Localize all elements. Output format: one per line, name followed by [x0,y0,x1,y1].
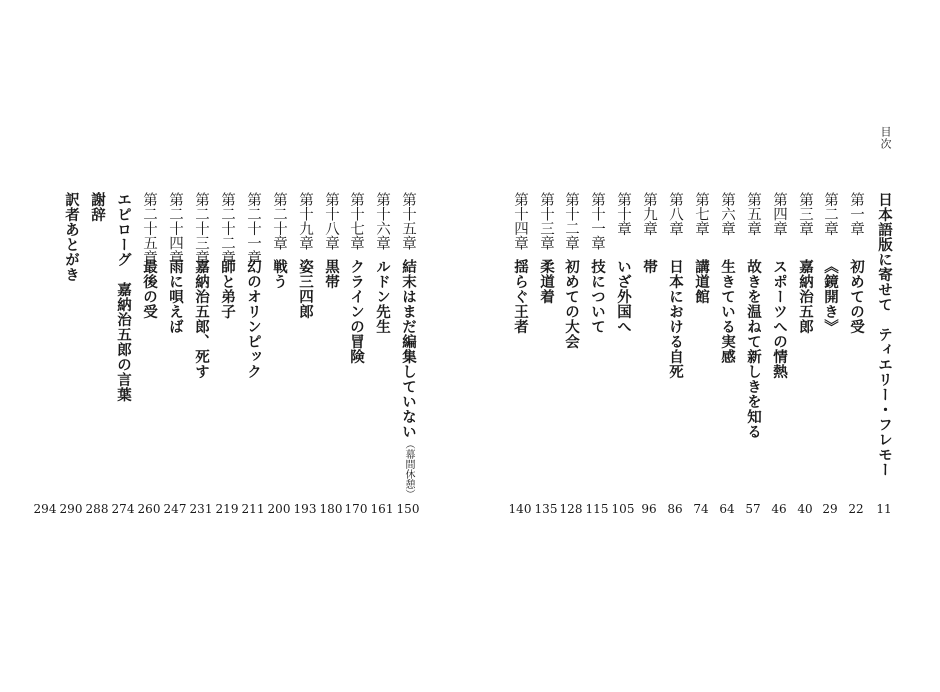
chapter-title [112,192,134,402]
extra-page-entry [34,192,56,522]
chapter-title [345,259,367,364]
chapter-title-text: 揺らぐ王者 [512,259,529,334]
toc-entry[interactable] [242,192,264,522]
page-number: 290 [59,502,83,516]
toc-entry[interactable] [638,192,660,522]
chapter-number: 第二十四章 [167,192,183,265]
page-number: 150 [396,502,420,516]
toc-entry[interactable] [535,192,557,522]
chapter-title [509,259,531,334]
page-number: 29 [822,502,838,516]
toc-entry[interactable] [560,192,582,522]
chapter-number: 第十三章 [538,192,554,250]
chapter-number: 第四章 [771,192,787,236]
chapter-title [268,259,290,289]
chapter-number: 第十六章 [374,192,390,250]
chapter-number: 第十五章 [400,192,416,250]
chapter-title [164,259,186,334]
chapter-title-text: 嘉納治五郎、死す [193,259,210,379]
chapter-title-text: エピローグ 嘉納治五郎の言葉 [115,192,132,402]
chapter-number: 第六章 [719,192,735,236]
chapter-title [86,192,108,222]
page-number: 274 [111,502,135,516]
page-number: 161 [370,502,394,516]
toc-entry[interactable] [164,192,186,522]
chapter-title-text: スポーツへの情熱 [771,259,788,379]
toc-entry[interactable] [768,192,790,522]
page-number: 74 [693,502,709,516]
chapter-number: 第五章 [745,192,761,236]
chapter-title-text: 訳者あとがき [63,192,80,282]
page-number: 115 [585,502,609,516]
toc-entry[interactable] [612,192,634,522]
page-number: 231 [189,502,213,516]
chapter-title-text: 結末はまだ編集していない [400,259,417,439]
page-number: 140 [508,502,532,516]
page-number: 135 [534,502,558,516]
chapter-number: 第十四章 [512,192,528,250]
chapter-number: 第十二章 [563,192,579,250]
chapter-title-text: 謝辞 [89,192,106,222]
chapter-title [60,192,82,282]
toc-heading: 目次 [879,126,892,150]
chapter-number: 第二十五章 [141,192,157,265]
chapter-title [819,259,841,334]
page-number: 260 [137,502,161,516]
chapter-title [845,259,867,334]
toc-entry[interactable] [397,192,419,522]
page-number: 219 [215,502,239,516]
chapter-number: 第十八章 [323,192,339,250]
chapter-title [560,259,582,349]
chapter-title [190,259,212,379]
chapter-title-note: （幕間休憩） [403,439,414,499]
chapter-title [320,259,342,289]
toc-entry[interactable] [690,192,712,522]
toc-entry[interactable] [819,192,841,522]
toc-entry[interactable] [138,192,160,522]
toc-entry[interactable] [320,192,342,522]
chapter-title [794,259,816,334]
page-number: 57 [745,502,761,516]
chapter-title-text: 雨に唄えば [167,259,184,334]
chapter-title [690,259,712,304]
page-number: 86 [667,502,683,516]
chapter-title-text: 講道館 [693,259,710,304]
chapter-title [768,259,790,379]
chapter-title [638,259,660,274]
chapter-title [371,259,393,334]
chapter-title-text: ルドン先生 [374,259,391,334]
toc-entry[interactable] [371,192,393,522]
chapter-number: 第十一章 [589,192,605,250]
chapter-number: 第二十三章 [193,192,209,265]
page-number: 105 [611,502,635,516]
chapter-title-text: 幻のオリンピック [245,259,262,379]
toc-entry[interactable] [664,192,686,522]
chapter-title-text: 師と弟子 [219,259,236,319]
page-number: 96 [641,502,657,516]
chapter-title [716,259,738,364]
chapter-title-text: 《鏡開き》 [822,259,839,334]
page-number: 200 [267,502,291,516]
chapter-number: 第二十一章 [245,192,261,265]
page-number: 247 [163,502,187,516]
page-number: 46 [771,502,787,516]
chapter-title [873,192,895,477]
chapter-title-text: 帯 [641,259,658,274]
toc-entry[interactable] [268,192,290,522]
chapter-title-text: 日本における自死 [667,259,684,379]
toc-entry[interactable] [873,192,895,522]
chapter-number: 第八章 [667,192,683,236]
chapter-title-text: 故きを温ねて新しきを知る [745,259,762,439]
page-number: 170 [344,502,368,516]
page-number: 193 [293,502,317,516]
chapter-title [138,259,160,319]
page-number: 180 [319,502,343,516]
chapter-title-text: 柔道着 [538,259,555,304]
chapter-title-text: いざ外国へ [615,259,632,334]
page-number: 128 [559,502,583,516]
chapter-title [586,259,608,334]
chapter-title [535,259,557,304]
toc-entry[interactable] [509,192,531,522]
chapter-title [742,259,764,439]
chapter-title-text: 黒帯 [323,259,340,289]
chapter-title-text: 技について [589,259,606,334]
toc-entry[interactable] [716,192,738,522]
chapter-number: 第十九章 [297,192,313,250]
chapter-number: 第九章 [641,192,657,236]
chapter-title-text: クラインの冒険 [348,259,365,364]
chapter-number: 第二章 [822,192,838,236]
chapter-title-text: 日本語版に寄せて ティエリー・フレモー [876,192,893,477]
chapter-title-text: 初めての受 [848,259,865,334]
toc-entry[interactable] [845,192,867,522]
chapter-title [612,259,634,334]
chapter-title [242,259,264,379]
toc-entry[interactable] [294,192,316,522]
chapter-title [397,259,419,499]
chapter-title [664,259,686,379]
page-number: 288 [85,502,109,516]
page-number: 211 [241,502,265,516]
chapter-title-text: 姿三四郎 [297,259,314,319]
page-number: 40 [797,502,813,516]
chapter-title [216,259,238,319]
chapter-number: 第一章 [848,192,864,236]
chapter-number: 第十章 [615,192,631,236]
chapter-title-text: 最後の受 [141,259,158,319]
page-number: 294 [33,502,57,516]
chapter-title [294,259,316,319]
chapter-number: 第二十章 [271,192,287,250]
page-number: 22 [848,502,864,516]
toc-entry[interactable] [586,192,608,522]
page-number: 64 [719,502,735,516]
toc-entry[interactable] [190,192,212,522]
chapter-title-text: 戦う [271,259,288,289]
toc-entry[interactable] [60,192,82,522]
toc-entry[interactable] [216,192,238,522]
chapter-number: 第二十二章 [219,192,235,265]
chapter-title-text: 嘉納治五郎 [797,259,814,334]
chapter-number: 第七章 [693,192,709,236]
chapter-title-text: 初めての大会 [563,259,580,349]
toc-entry[interactable] [742,192,764,522]
toc-entry[interactable] [86,192,108,522]
chapter-title-text: 生きている実感 [719,259,736,364]
page-number: 11 [876,502,892,516]
chapter-number: 第十七章 [348,192,364,250]
toc-entry[interactable] [345,192,367,522]
toc-entry[interactable] [112,192,134,522]
toc-entry[interactable] [794,192,816,522]
chapter-number: 第三章 [797,192,813,236]
